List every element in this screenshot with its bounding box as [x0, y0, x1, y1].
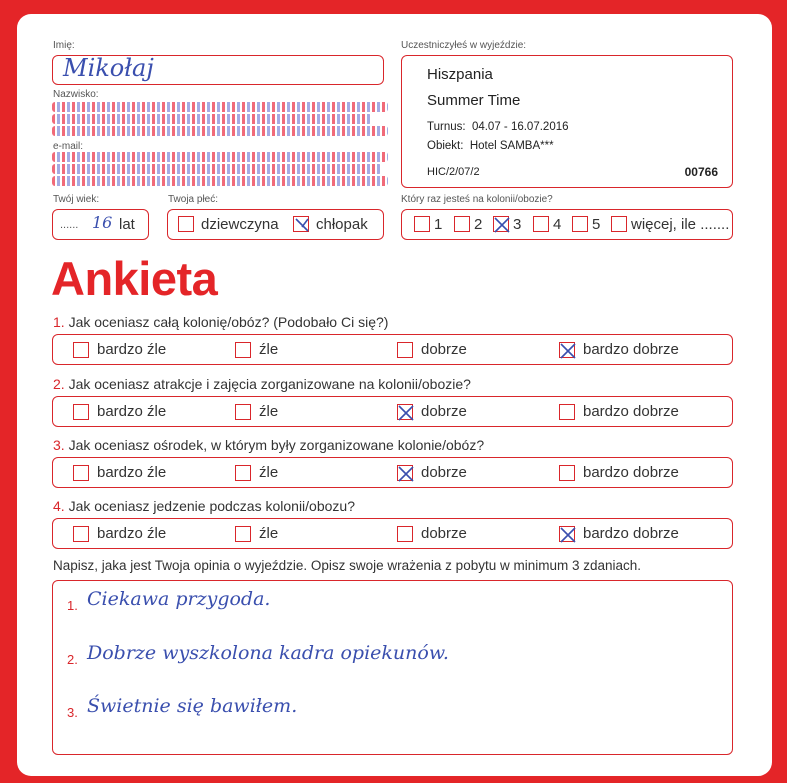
q4-checkbox-good[interactable] — [397, 526, 413, 542]
check-mark-icon — [397, 465, 415, 483]
q1-label-bad: źle — [259, 341, 279, 358]
gender-label: Twoja płeć: — [168, 194, 219, 205]
gender-checkbox-girl[interactable] — [178, 216, 194, 232]
q3-label-bad: źle — [259, 464, 279, 481]
times-checkbox-4[interactable] — [533, 216, 549, 232]
check-mark-icon — [559, 526, 577, 544]
gender-checkbox-boy[interactable] — [293, 216, 309, 232]
times-checkbox-more[interactable] — [611, 216, 627, 232]
email-label: e-mail: — [53, 141, 84, 152]
age-value: 16 — [92, 213, 113, 232]
q4-label-bad: źle — [259, 525, 279, 542]
page-title: Ankieta — [51, 252, 218, 305]
question-3-options — [52, 457, 733, 488]
trip-country: Hiszpania — [427, 66, 493, 83]
check-mark-icon — [293, 216, 311, 234]
q2-label-very-good: bardzo dobrze — [583, 403, 679, 420]
q1-label-very-bad: bardzo źle — [97, 341, 167, 358]
question-2-options — [52, 396, 733, 427]
q3-checkbox-good[interactable] — [397, 465, 413, 481]
q4-checkbox-bad[interactable] — [235, 526, 251, 542]
gender-group: dziewczyna chłopak — [167, 209, 384, 240]
times-group: 1 2 3 4 5 więcej, ile ....... — [401, 209, 733, 240]
times-checkbox-3[interactable] — [493, 216, 509, 232]
first-name-value: Mikołaj — [63, 54, 154, 82]
q3-checkbox-very-good[interactable] — [559, 465, 575, 481]
q3-label-very-good: bardzo dobrze — [583, 464, 679, 481]
trip-program: Summer Time — [427, 92, 521, 109]
q1-label-good: dobrze — [421, 341, 467, 358]
q2-label-bad: źle — [259, 403, 279, 420]
opinion-line-3: Świetnie się bawiłem. — [87, 695, 298, 717]
check-mark-icon — [559, 342, 577, 360]
question-4-text: 4. Jak oceniasz jedzenie podczas kolonii/obozu? — [53, 498, 355, 514]
q1-checkbox-very-bad[interactable] — [73, 342, 89, 358]
q3-checkbox-very-bad[interactable] — [73, 465, 89, 481]
opinion-prompt: Napisz, jaka jest Twoja opinia o wyjeździe. Opisz swoje wrażenia z pobytu w minimum 3 zdaniach. — [53, 558, 642, 573]
q2-checkbox-bad[interactable] — [235, 404, 251, 420]
trip-turnus: Turnus: 04.07 - 16.07.2016 — [427, 121, 569, 133]
times-checkbox-2[interactable] — [454, 216, 470, 232]
opinion-box[interactable]: 1. Ciekawa przygoda. 2. Dobrze wyszkolona kadra opiekunów. 3. Świetnie się bawiłem. — [52, 580, 733, 755]
q2-label-very-bad: bardzo źle — [97, 403, 167, 420]
question-2-text: 2. Jak oceniasz atrakcje i zajęcia zorganizowane na kolonii/obozie? — [53, 376, 471, 392]
q2-checkbox-very-good[interactable] — [559, 404, 575, 420]
q2-label-good: dobrze — [421, 403, 467, 420]
trip-label: Uczestniczyłeś w wyjeździe: — [401, 40, 527, 51]
trip-code: HIC/2/07/2 — [427, 166, 480, 178]
trip-number: 00766 — [684, 165, 718, 179]
q4-label-very-good: bardzo dobrze — [583, 525, 679, 542]
q4-label-very-bad: bardzo źle — [97, 525, 167, 542]
q2-checkbox-good[interactable] — [397, 404, 413, 420]
first-name-label: Imię: — [53, 40, 75, 51]
q3-label-good: dobrze — [421, 464, 467, 481]
question-1-text: 1. Jak oceniasz całą kolonię/obóz? (Podobało Ci się?) — [53, 314, 389, 330]
opinion-line-1: Ciekawa przygoda. — [87, 588, 271, 610]
q3-checkbox-bad[interactable] — [235, 465, 251, 481]
q4-checkbox-very-good[interactable] — [559, 526, 575, 542]
age-suffix: lat — [119, 216, 135, 233]
check-mark-icon — [493, 216, 511, 234]
trip-obiekt: Obiekt: Hotel SAMBA*** — [427, 140, 554, 152]
first-name-field[interactable] — [52, 55, 384, 85]
q1-checkbox-good[interactable] — [397, 342, 413, 358]
email-redacted — [52, 150, 388, 190]
times-checkbox-5[interactable] — [572, 216, 588, 232]
q3-label-very-bad: bardzo źle — [97, 464, 167, 481]
q4-label-good: dobrze — [421, 525, 467, 542]
q4-checkbox-very-bad[interactable] — [73, 526, 89, 542]
question-3-text: 3. Jak oceniasz ośrodek, w którym były zorganizowane kolonie/obóz? — [53, 437, 485, 453]
question-4-options — [52, 518, 733, 549]
times-checkbox-1[interactable] — [414, 216, 430, 232]
times-label: Który raz jesteś na kolonii/obozie? — [401, 194, 553, 205]
last-name-redacted — [52, 100, 388, 138]
q1-label-very-good: bardzo dobrze — [583, 341, 679, 358]
q1-checkbox-very-good[interactable] — [559, 342, 575, 358]
age-label: Twój wiek: — [53, 194, 100, 205]
last-name-label: Nazwisko: — [53, 89, 99, 100]
q1-checkbox-bad[interactable] — [235, 342, 251, 358]
q2-checkbox-very-bad[interactable] — [73, 404, 89, 420]
opinion-line-2: Dobrze wyszkolona kadra opiekunów. — [87, 642, 449, 664]
check-mark-icon — [397, 404, 415, 422]
question-1-options — [52, 334, 733, 365]
trip-box — [401, 55, 733, 188]
age-field[interactable]: ...... 16 lat — [52, 209, 149, 240]
